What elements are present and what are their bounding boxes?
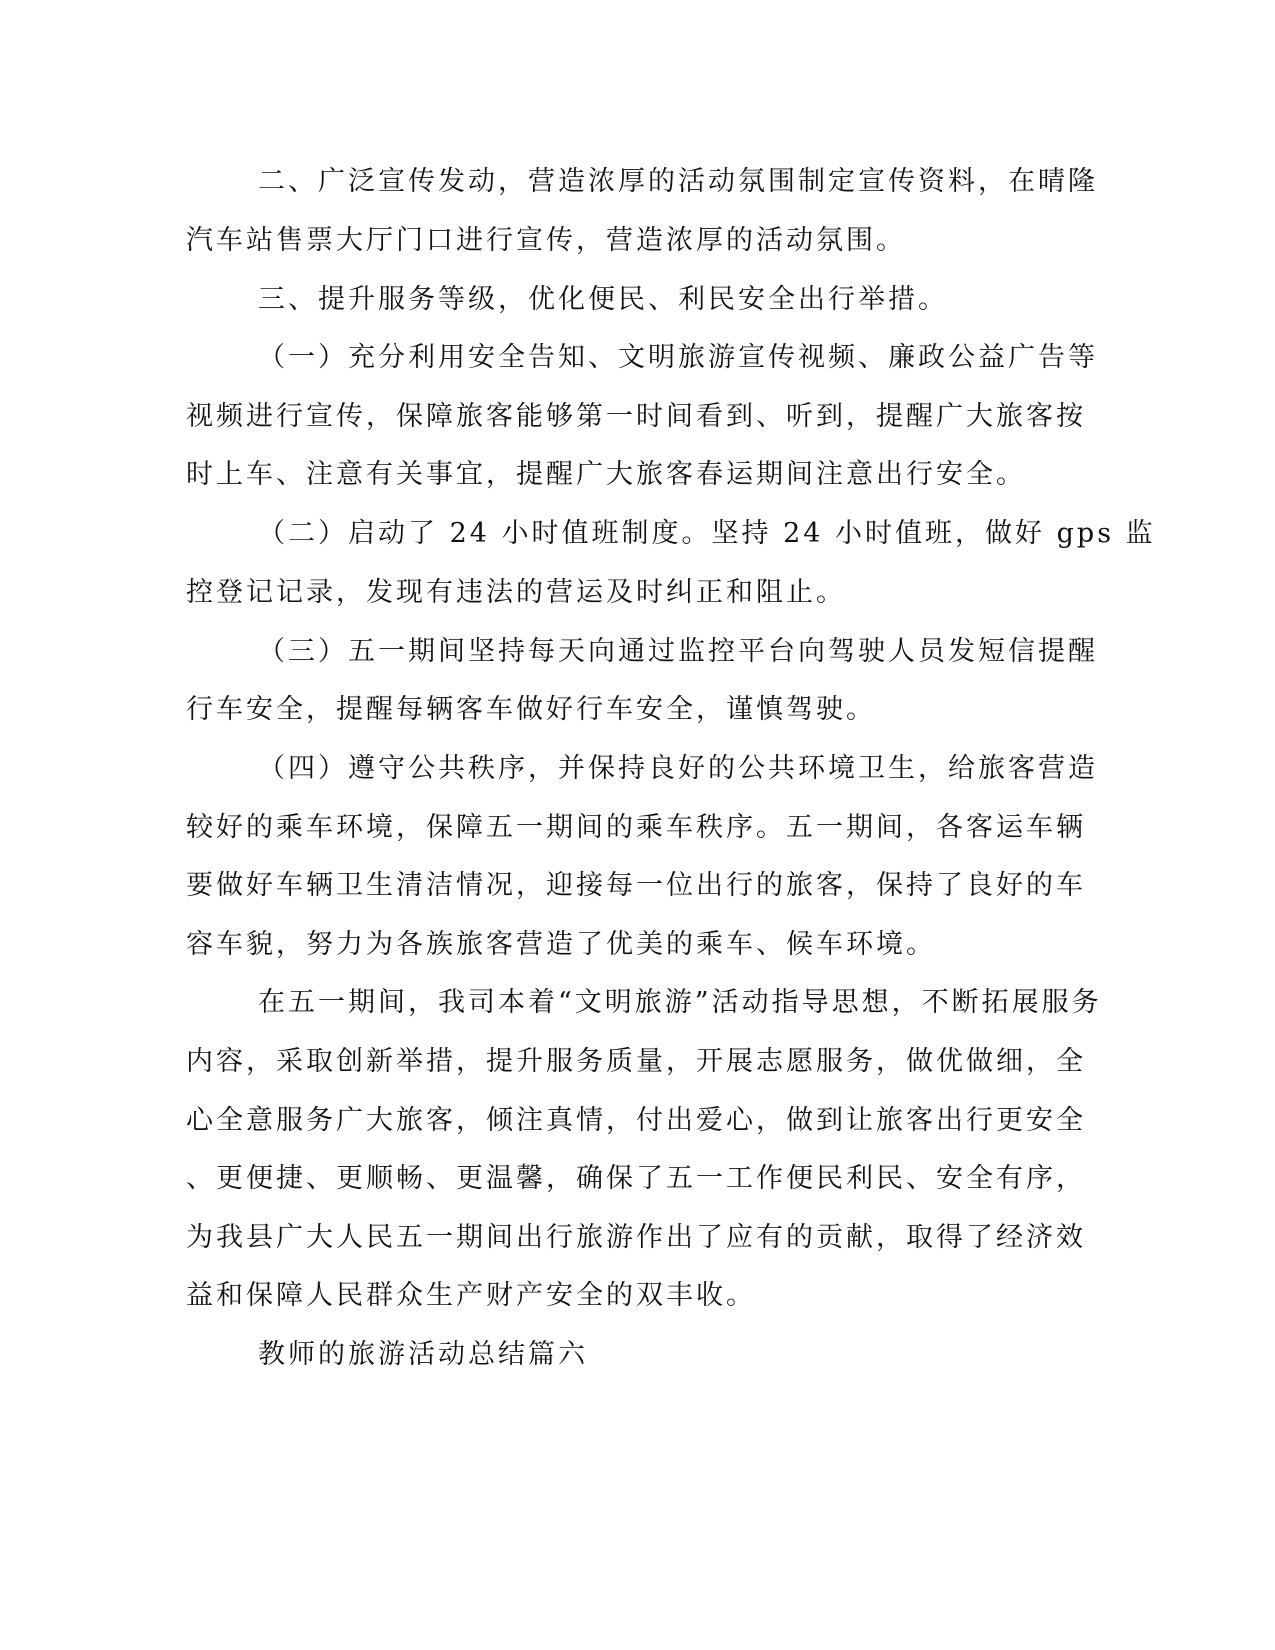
- summary-line-1: 在五一期间，我司本着“文明旅游”活动指导思想，不断拓展服务: [258, 987, 1102, 1018]
- item-1-line-3: 时上车、注意有关事宜，提醒广大旅客春运期间注意出行安全。: [186, 459, 1026, 490]
- item-2-line-2: 控登记记录，发现有违法的营运及时纠正和阻止。: [186, 577, 846, 608]
- next-section-title: 教师的旅游活动总结篇六: [258, 1339, 588, 1370]
- paragraph-2-line-1: 二、广泛宣传发动，营造浓厚的活动氛围制定宣传资料，在晴隆: [258, 166, 1098, 197]
- paragraph-3-heading: 三、提升服务等级，优化便民、利民安全出行举措。: [258, 284, 948, 315]
- item-4-line-1: （四）遵守公共秩序，并保持良好的公共环境卫生，给旅客营造: [258, 753, 1098, 784]
- item-4-line-4: 容车貌，努力为各族旅客营造了优美的乘车、候车环境。: [186, 929, 936, 960]
- item-4-line-3: 要做好车辆卫生清洁情况，迎接每一位出行的旅客，保持了良好的车: [186, 870, 1086, 901]
- summary-line-6: 益和保障人民群众生产财产安全的双丰收。: [186, 1280, 756, 1311]
- summary-line-2: 内容，采取创新举措，提升服务质量，开展志愿服务，做优做细，全: [186, 1046, 1086, 1077]
- item-2-line-1: （二）启动了 24 小时值班制度。坚持 24 小时值班，做好 gps 监: [258, 518, 1156, 549]
- paragraph-2-line-2: 汽车站售票大厅门口进行宣传，营造浓厚的活动氛围。: [186, 225, 906, 256]
- item-3-line-2: 行车安全，提醒每辆客车做好行车安全，谨慎驾驶。: [186, 694, 876, 725]
- item-3-line-1: （三）五一期间坚持每天向通过监控平台向驾驶人员发短信提醒: [258, 636, 1098, 667]
- summary-line-4: 、更便捷、更顺畅、更温馨，确保了五一工作便民利民、安全有序，: [186, 1163, 1086, 1194]
- summary-line-5: 为我县广大人民五一期间出行旅游作出了应有的贡献，取得了经济效: [186, 1222, 1086, 1253]
- item-1-line-2: 视频进行宣传，保障旅客能够第一时间看到、听到，提醒广大旅客按: [186, 401, 1086, 432]
- item-4-line-2: 较好的乘车环境，保障五一期间的乘车秩序。五一期间，各客运车辆: [186, 812, 1086, 843]
- summary-line-3: 心全意服务广大旅客，倾注真情，付出爱心，做到让旅客出行更安全: [186, 1105, 1086, 1136]
- item-1-line-1: （一）充分利用安全告知、文明旅游宣传视频、廉政公益广告等: [258, 342, 1098, 373]
